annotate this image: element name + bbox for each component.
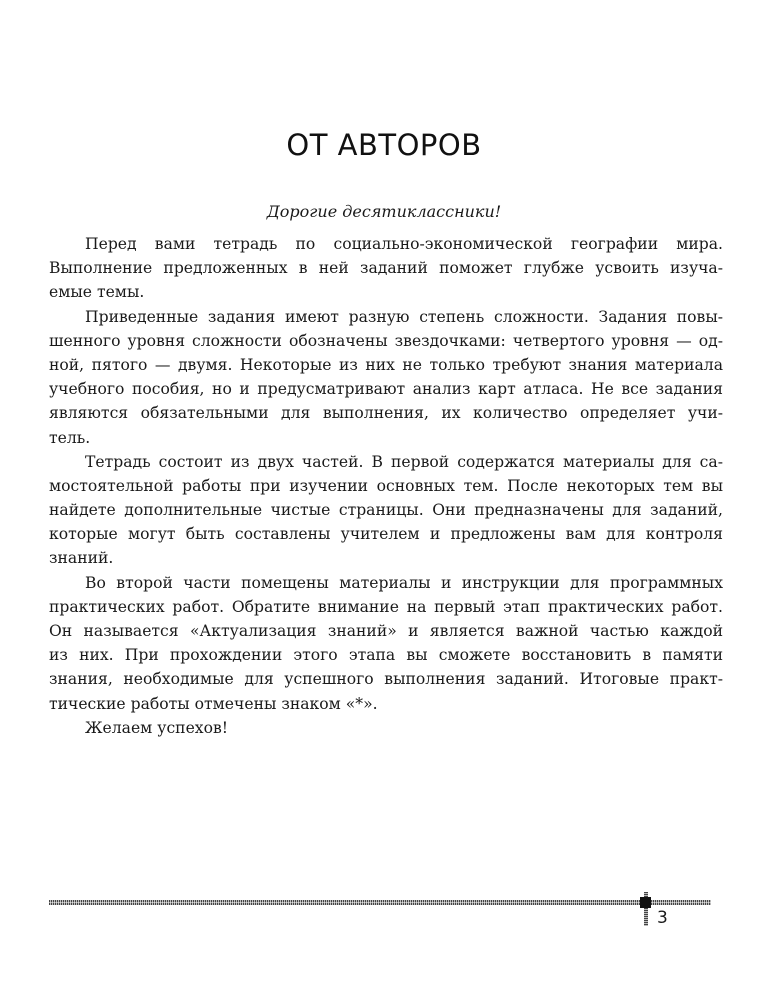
text-line: учебного пособия, но и предусматривают анализ карт атласа. Не все задания (49, 380, 723, 399)
text-line: тические работы отмечены знаком «*». (49, 694, 378, 713)
text-line: тель. (49, 428, 91, 447)
footer-marker-square (640, 897, 651, 908)
text-line: шенного уровня сложности обозначены звездочками: четвертого уровня — од- (49, 331, 723, 350)
footer-rule (49, 900, 711, 905)
page-title: ОТ АВТОРОВ (286, 128, 482, 162)
text-line: Перед вами тетрадь по социально-экономической географии мира. (85, 235, 723, 253)
text-line: Приведенные задания имеют разную степень сложности. Задания повы- (85, 307, 723, 326)
text-line: ной, пятого — двумя. Некоторые из них не только требуют знания материала (49, 355, 723, 374)
text-line: Выполнение предложенных в ней заданий поможет глубже усвоить изуча- (49, 259, 723, 278)
body-text (49, 232, 723, 740)
text-line: Он называется «Актуализация знаний» и является важной частью каждой (49, 622, 723, 640)
text-line: Во второй части помещены материалы и инструкции для программных (85, 573, 723, 592)
greeting: Дорогие десятиклассники! (266, 202, 502, 221)
text-line: которые могут быть составлены учителем и предложены вам для контроля (49, 525, 723, 544)
text-line: емые темы. (49, 283, 145, 302)
text-line: из них. При прохождении этого этапа вы сможете восстановить в памяти (49, 646, 723, 665)
text-line: Тетрадь состоит из двух частей. В первой содержатся материалы для са- (85, 452, 723, 471)
text-line: найдете дополнительные чистые страницы. Они предназначены для заданий, (49, 501, 723, 520)
text-line: мостоятельной работы при изучении основных тем. После некоторых тем вы (49, 476, 723, 495)
text-line: знаний. (49, 549, 114, 568)
text-line: знания, необходимые для успешного выполнения заданий. Итоговые практ- (49, 670, 723, 689)
text-line: практических работ. Обратите внимание на первый этап практических работ. (49, 597, 723, 616)
text-line: Желаем успехов! (85, 718, 229, 737)
page-number: 3 (657, 908, 668, 928)
text-line: являются обязательными для выполнения, их количество определяет учи- (49, 404, 723, 423)
